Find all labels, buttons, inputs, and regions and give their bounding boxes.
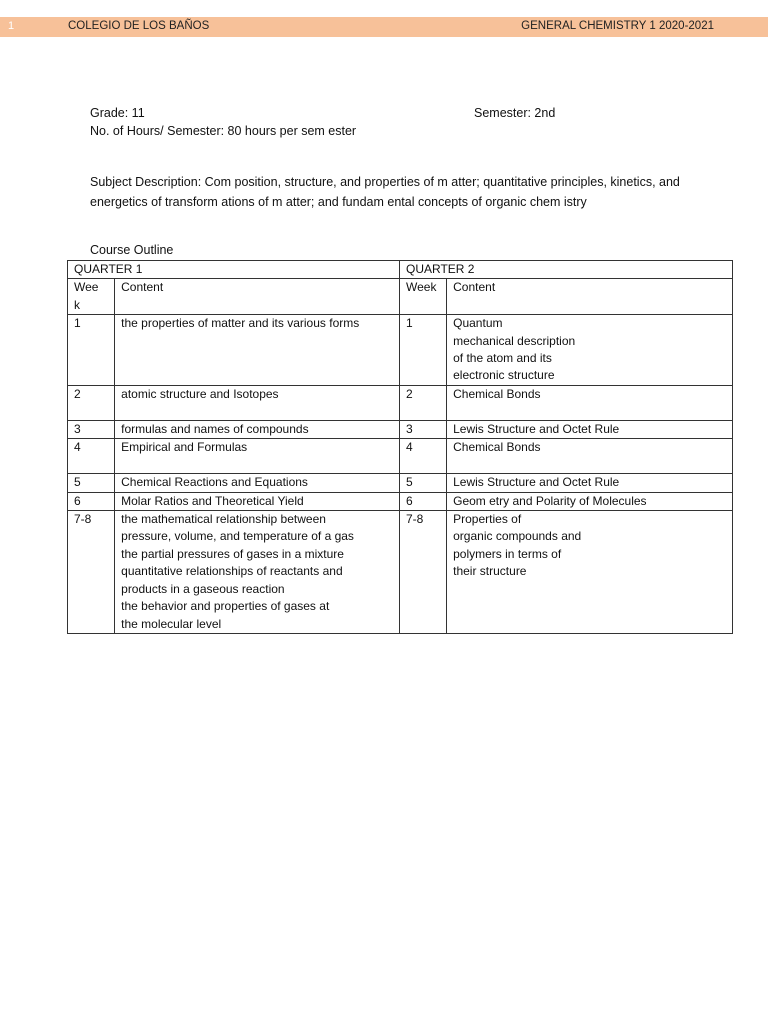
hours-label: No. of Hours/ Semester: 80 hours per sem ester xyxy=(90,124,357,138)
quarter-2-header: QUARTER 2 xyxy=(399,261,732,279)
content-cell-q2 xyxy=(447,474,733,492)
quarter-header-row xyxy=(68,261,733,279)
content-cell-q1 xyxy=(115,420,400,438)
content-line: Chemical Bonds xyxy=(453,386,541,401)
week-cell-q2: 3 xyxy=(399,420,446,438)
week-header-q1 xyxy=(68,279,115,315)
course-outline-title: Course Outline xyxy=(90,243,174,257)
course-outline-table xyxy=(67,260,733,634)
content-line: Geom etry and Polarity of Molecules xyxy=(453,493,647,508)
week-cell-q1: 2 xyxy=(68,385,115,420)
subject-description: Subject Description: Com position, structure, and properties of m atter; quantitative principles, kinetics, and energetics of transform ations of m atter; and fundam ental concepts of organic chem istry xyxy=(90,175,680,209)
content-header-q1: Content xyxy=(115,279,400,315)
week-cell-q1: 6 xyxy=(68,492,115,510)
content-line: electronic structure xyxy=(453,368,555,383)
table-row xyxy=(68,474,733,492)
content-line: organic compounds and xyxy=(453,529,582,544)
quarter-1-header: QUARTER 1 xyxy=(68,261,400,279)
grade-label: Grade: 11 xyxy=(90,106,145,120)
content-cell-q2 xyxy=(447,420,733,438)
content-cell-q1 xyxy=(115,511,400,634)
table-row xyxy=(68,315,733,386)
week-header-q2: Week xyxy=(399,279,446,315)
content-line: the mathematical relationship between xyxy=(121,512,326,527)
content-line: the molecular level xyxy=(121,616,222,631)
table-row xyxy=(68,420,733,438)
content-line: pressure, volume, and temperature of a gas xyxy=(121,529,354,544)
content-line: Properties of xyxy=(453,512,522,527)
school-name: COLEGIO DE LOS BAÑOS xyxy=(68,20,210,32)
content-cell-q2 xyxy=(447,492,733,510)
week-cell-q2: 6 xyxy=(399,492,446,510)
week-cell-q1: 3 xyxy=(68,420,115,438)
content-line: mechanical description xyxy=(453,333,576,348)
content-line: the partial pressures of gases in a mixture xyxy=(121,546,344,561)
content-cell-q2 xyxy=(447,385,733,420)
week-header-q1-line: k xyxy=(74,297,80,312)
week-cell-q2: 7-8 xyxy=(399,511,446,634)
content-line: Chemical Reactions and Equations xyxy=(121,475,308,490)
week-cell-q1: 1 xyxy=(68,315,115,386)
table-row xyxy=(68,385,733,420)
page-header xyxy=(0,17,768,37)
content-cell-q1 xyxy=(115,492,400,510)
table-row xyxy=(68,492,733,510)
table-row xyxy=(68,511,733,634)
content-line: the properties of matter and its various forms xyxy=(121,316,360,331)
table-row xyxy=(68,439,733,474)
content-line: Molar Ratios and Theoretical Yield xyxy=(121,493,304,508)
content-line: their structure xyxy=(453,564,527,579)
content-cell-q1 xyxy=(115,474,400,492)
week-header-q1-line: Wee xyxy=(74,280,99,295)
content-line: formulas and names of compounds xyxy=(121,421,309,436)
week-cell-q1: 4 xyxy=(68,439,115,474)
week-cell-q2: 2 xyxy=(399,385,446,420)
week-cell-q1: 5 xyxy=(68,474,115,492)
content-line: Lewis Structure and Octet Rule xyxy=(453,475,620,490)
column-header-row xyxy=(68,279,733,315)
week-cell-q2: 5 xyxy=(399,474,446,492)
page-number: 1 xyxy=(8,20,15,32)
semester-label: Semester: 2nd xyxy=(474,106,556,120)
content-cell-q2 xyxy=(447,439,733,474)
content-line: the behavior and properties of gases at xyxy=(121,599,330,614)
content-line: polymers in terms of xyxy=(453,546,562,561)
content-line: Quantum xyxy=(453,316,503,331)
content-header-q2: Content xyxy=(447,279,733,315)
content-line: Chemical Bonds xyxy=(453,440,541,455)
week-cell-q2: 1 xyxy=(399,315,446,386)
content-line: Lewis Structure and Octet Rule xyxy=(453,421,620,436)
content-line: atomic structure and Isotopes xyxy=(121,386,279,401)
week-cell-q1: 7-8 xyxy=(68,511,115,634)
content-cell-q2 xyxy=(447,511,733,634)
content-line: Empirical and Formulas xyxy=(121,440,248,455)
content-cell-q2 xyxy=(447,315,733,386)
content-line: of the atom and its xyxy=(453,351,552,366)
content-line: quantitative relationships of reactants and xyxy=(121,564,343,579)
content-cell-q1 xyxy=(115,315,400,386)
content-cell-q1 xyxy=(115,439,400,474)
course-title: GENERAL CHEMISTRY 1 2020-2021 xyxy=(521,20,714,32)
content-line: products in a gaseous reaction xyxy=(121,581,285,596)
content-cell-q1 xyxy=(115,385,400,420)
week-cell-q2: 4 xyxy=(399,439,446,474)
